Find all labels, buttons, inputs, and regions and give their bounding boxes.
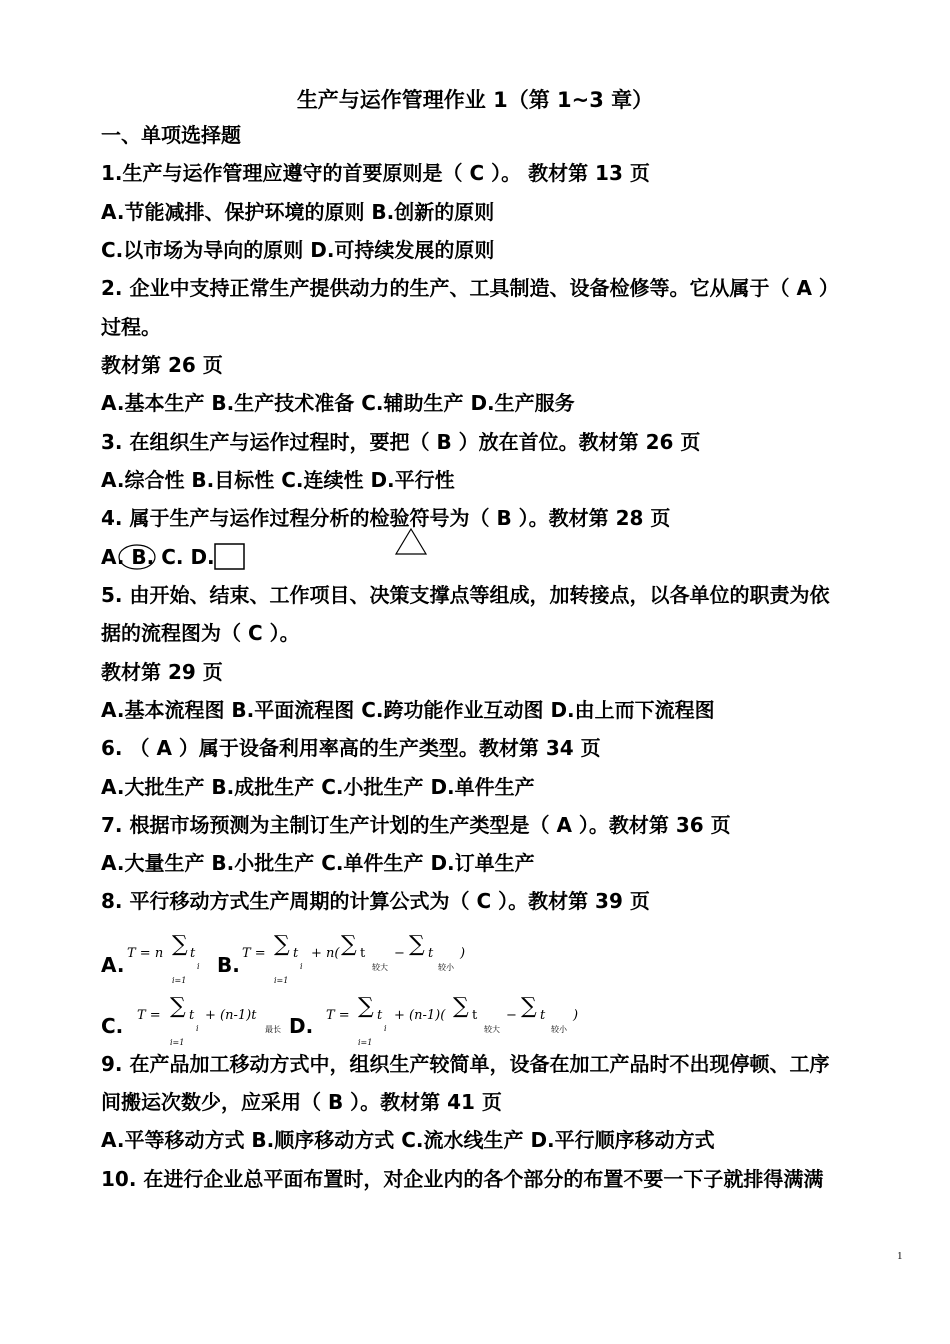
q7-options: A.大量生产 B.小批生产 C.单件生产 D.订单生产 <box>101 851 535 875</box>
formula-a-label: A. <box>101 953 125 977</box>
q1-options-ab: A.节能减排、保护环境的原则 B.创新的原则 <box>101 200 495 224</box>
q5-options: A.基本流程图 B.平面流程图 C.跨功能作业互动图 D.由上而下流程图 <box>101 698 715 722</box>
q3-stem: 3. 在组织生产与运作过程时，要把（ B ）放在首位。教材第 26 页 <box>101 430 701 454</box>
triangle-symbol-icon <box>394 527 428 557</box>
page-number: 1 <box>897 1250 903 1262</box>
q2-stem-cont: 过程。 <box>101 315 161 339</box>
q8-stem: 8. 平行移动方式生产周期的计算公式为（ C ）。教材第 39 页 <box>101 889 650 913</box>
formula-b-label: B. <box>217 953 240 977</box>
page-title: 生产与运作管理作业 1（第 1~3 章） <box>296 88 654 112</box>
q1-options-cd: C.以市场为导向的原则 D.可持续发展的原则 <box>101 238 495 262</box>
q4-stem: 4. 属于生产与运作过程分析的检验符号为（ B ）。教材第 28 页 <box>101 506 671 530</box>
q2-options: A.基本生产 B.生产技术准备 C.辅助生产 D.生产服务 <box>101 391 575 415</box>
q4-options: A. B. C. D. <box>101 545 215 569</box>
q5-stem-cont: 据的流程图为（ C ）。 <box>101 621 300 645</box>
q1-stem: 1.生产与运作管理应遵守的首要原则是（ C ）。 教材第 13 页 <box>101 161 650 185</box>
q5-stem: 5. 由开始、结束、工作项目、决策支撑点等组成，加转接点，以各单位的职责为依 <box>101 583 830 607</box>
section-heading: 一、单项选择题 <box>101 123 241 147</box>
q10-stem: 10. 在进行企业总平面布置时，对企业内的各个部分的布置不要一下子就排得满满 <box>101 1167 824 1191</box>
q3-options: A.综合性 B.目标性 C.连续性 D.平行性 <box>101 468 455 492</box>
q5-page-ref: 教材第 29 页 <box>101 660 223 684</box>
q9-stem-cont: 间搬运次数少，应采用（ B ）。教材第 41 页 <box>101 1090 502 1114</box>
q9-options: A.平等移动方式 B.顺序移动方式 C.流水线生产 D.平行顺序移动方式 <box>101 1128 715 1152</box>
q6-options: A.大批生产 B.成批生产 C.小批生产 D.单件生产 <box>101 775 535 799</box>
q6-stem: 6. （ A ）属于设备利用率高的生产类型。教材第 34 页 <box>101 736 601 760</box>
q2-page-ref: 教材第 26 页 <box>101 353 223 377</box>
formula-c-label: C. <box>101 1014 124 1038</box>
q9-stem: 9. 在产品加工移动方式中，组织生产较简单，设备在加工产品时不出现停顿、工序 <box>101 1052 830 1076</box>
square-symbol-icon <box>214 543 246 571</box>
q2-stem: 2. 企业中支持正常生产提供动力的生产、工具制造、设备检修等。它从属于（ A ） <box>101 276 839 300</box>
q7-stem: 7. 根据市场预测为主制订生产计划的生产类型是（ A ）。教材第 36 页 <box>101 813 731 837</box>
formula-d-label: D. <box>289 1014 314 1038</box>
circle-symbol-icon <box>116 542 158 572</box>
